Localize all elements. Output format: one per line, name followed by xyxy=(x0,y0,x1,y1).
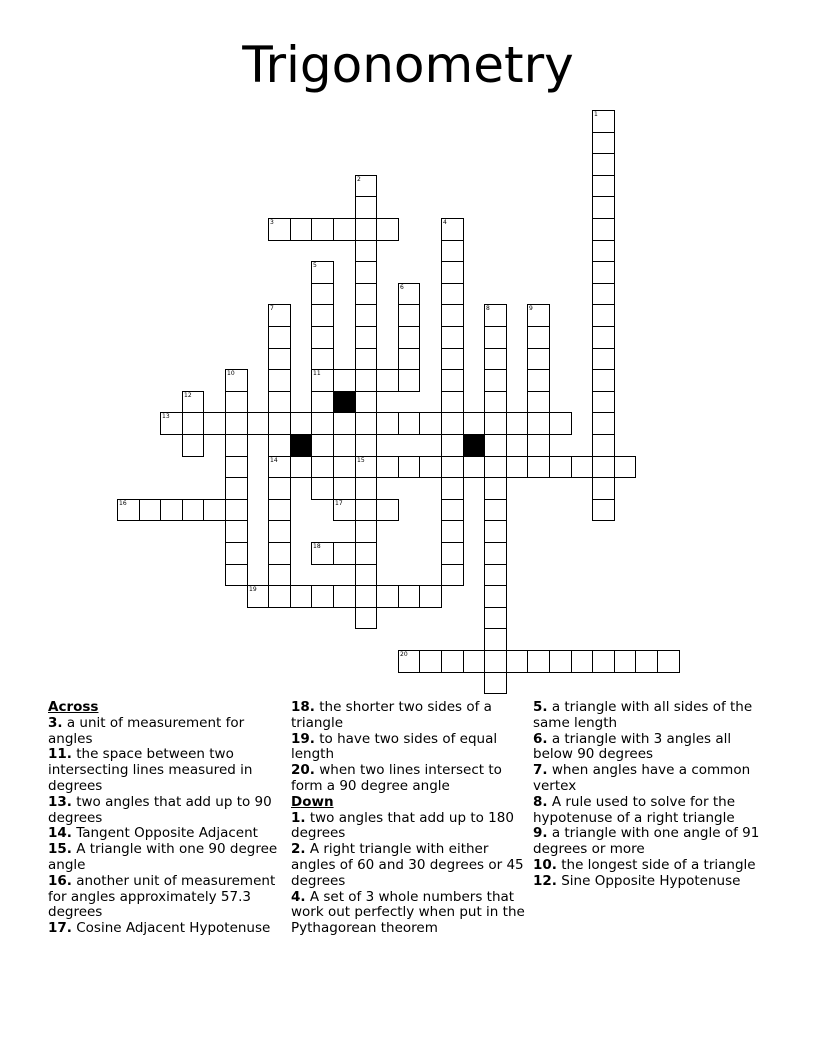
grid-cell[interactable] xyxy=(355,369,377,392)
grid-cell[interactable] xyxy=(225,391,248,413)
clue-text: Cosine Adjacent Hypotenuse xyxy=(76,920,271,937)
clue-text: a unit of measurement for angles xyxy=(48,714,245,747)
clue-item xyxy=(533,732,763,764)
grid-cell[interactable] xyxy=(268,412,291,435)
clue-item xyxy=(48,921,280,937)
grid-cell[interactable] xyxy=(355,391,377,413)
clue-text: two angles that add up to 90 degrees xyxy=(48,793,272,826)
grid-cell[interactable] xyxy=(592,499,615,521)
grid-cell[interactable] xyxy=(484,391,507,413)
grid-cell[interactable] xyxy=(355,283,377,305)
clue-number-label: 4 xyxy=(443,219,447,226)
clue-number-label: 16 xyxy=(119,500,127,507)
grid-cell[interactable] xyxy=(311,283,334,305)
grid-cell[interactable] xyxy=(290,456,312,478)
clue-text: when angles have a common vertex xyxy=(533,762,751,794)
grid-cell[interactable] xyxy=(506,456,528,478)
grid-cell[interactable] xyxy=(376,456,399,478)
grid-cell[interactable] xyxy=(484,628,507,651)
grid-cell[interactable] xyxy=(441,261,464,284)
grid-cell[interactable] xyxy=(484,326,507,349)
grid-cell[interactable] xyxy=(484,434,507,457)
grid-cell[interactable] xyxy=(441,304,464,327)
grid-cell[interactable] xyxy=(441,456,464,478)
grid-cell[interactable] xyxy=(506,650,528,673)
clue-number-label: 19 xyxy=(249,586,257,593)
grid-cell[interactable] xyxy=(311,434,334,457)
clue-item xyxy=(533,826,763,858)
grid-cell[interactable] xyxy=(355,218,377,241)
clue-item xyxy=(533,858,763,874)
grid-cell[interactable] xyxy=(549,456,572,478)
grid-cell[interactable] xyxy=(441,369,464,392)
grid-cell[interactable] xyxy=(592,348,615,370)
clue-number: 19. xyxy=(291,730,315,747)
clue-number-label: 7 xyxy=(270,305,274,312)
clue-number: 5. xyxy=(533,699,548,715)
grid-cell[interactable] xyxy=(268,391,291,413)
grid-cell[interactable] xyxy=(311,348,334,370)
grid-cell[interactable] xyxy=(311,477,334,500)
grid-cell[interactable] xyxy=(355,434,377,457)
grid-cell[interactable] xyxy=(376,499,399,521)
grid-cell[interactable] xyxy=(484,520,507,543)
clue-number: 8. xyxy=(533,793,548,810)
grid-cell[interactable] xyxy=(592,477,615,500)
clue-number-label: 13 xyxy=(162,413,170,420)
grid-cell[interactable] xyxy=(355,412,377,435)
grid-cell[interactable] xyxy=(355,326,377,349)
clue-number-label: 17 xyxy=(335,500,343,507)
across-heading: Across xyxy=(48,699,99,715)
clue-text: A triangle with one 90 degree angle xyxy=(48,841,278,873)
grid-cell[interactable] xyxy=(441,564,464,586)
clue-number: 2. xyxy=(291,841,306,858)
grid-cell[interactable] xyxy=(311,391,334,413)
grid-cell[interactable] xyxy=(635,650,658,673)
clues-column-1 xyxy=(48,700,280,937)
clue-number-label: 3 xyxy=(270,219,274,226)
grid-cell[interactable] xyxy=(484,412,507,435)
down-heading: Down xyxy=(291,793,334,810)
grid-cell[interactable] xyxy=(484,456,507,478)
grid-cell[interactable] xyxy=(376,412,399,435)
clue-text: A rule used to solve for the hypotenuse of a right triangle xyxy=(533,793,736,826)
clue-text: Tangent Opposite Adjacent xyxy=(76,825,258,842)
clue-item xyxy=(291,732,527,764)
clue-number: 17. xyxy=(48,920,72,937)
grid-cell[interactable] xyxy=(484,477,507,500)
grid-cell[interactable] xyxy=(311,326,334,349)
grid-cell[interactable] xyxy=(333,542,356,565)
grid-cell[interactable] xyxy=(398,348,420,370)
grid-cell[interactable] xyxy=(571,650,593,673)
grid-cell[interactable] xyxy=(268,585,291,608)
clue-number: 14. xyxy=(48,825,72,842)
clue-item xyxy=(533,874,763,890)
grid-cell[interactable] xyxy=(268,477,291,500)
grid-cell[interactable] xyxy=(355,607,377,629)
clue-item xyxy=(48,826,280,842)
clue-number: 9. xyxy=(533,825,548,842)
clue-number-label: 8 xyxy=(486,305,490,312)
grid-cell[interactable] xyxy=(419,650,442,673)
grid-cell[interactable] xyxy=(441,391,464,413)
clue-number-label: 15 xyxy=(357,457,365,464)
grid-cell[interactable] xyxy=(592,283,615,305)
grid-cell[interactable] xyxy=(225,434,248,457)
grid-cell[interactable] xyxy=(268,369,291,392)
grid-cell[interactable] xyxy=(441,542,464,565)
grid-cell[interactable] xyxy=(463,412,485,435)
clue-number: 1. xyxy=(291,809,306,826)
clues-column-2 xyxy=(291,700,527,937)
grid-cell[interactable] xyxy=(311,304,334,327)
clue-item xyxy=(48,842,280,874)
grid-cell[interactable] xyxy=(441,477,464,500)
grid-cell[interactable] xyxy=(484,499,507,521)
grid-cell[interactable] xyxy=(484,585,507,608)
grid-cell[interactable] xyxy=(355,348,377,370)
clue-number: 6. xyxy=(533,730,548,747)
grid-cell[interactable] xyxy=(268,434,291,457)
grid-cell[interactable] xyxy=(398,412,420,435)
clue-number: 15. xyxy=(48,841,72,858)
grid-cell[interactable] xyxy=(614,650,636,673)
grid-cell[interactable] xyxy=(398,369,420,392)
clue-item xyxy=(533,763,763,795)
grid-cell[interactable] xyxy=(441,520,464,543)
grid-cell[interactable] xyxy=(484,607,507,629)
grid-cell[interactable] xyxy=(527,369,550,392)
grid-cell[interactable] xyxy=(592,369,615,392)
grid-cell[interactable] xyxy=(592,434,615,457)
grid-cell[interactable] xyxy=(290,412,312,435)
clue-text: to have two sides of equal length xyxy=(291,730,498,763)
clue-item xyxy=(48,795,280,827)
grid-cell[interactable] xyxy=(484,564,507,586)
grid-cell[interactable] xyxy=(333,456,356,478)
clue-item xyxy=(48,747,280,794)
grid-cell[interactable] xyxy=(268,542,291,565)
grid-cell[interactable] xyxy=(527,326,550,349)
clue-item xyxy=(533,700,763,732)
grid-cell[interactable] xyxy=(398,585,420,608)
grid-cell[interactable] xyxy=(527,434,550,457)
grid-cell[interactable] xyxy=(441,348,464,370)
grid-cell[interactable] xyxy=(139,499,161,521)
clue-text: the longest side of a triangle xyxy=(561,856,756,873)
grid-cell[interactable] xyxy=(419,456,442,478)
grid-cell[interactable] xyxy=(225,477,248,500)
grid-cell[interactable] xyxy=(398,304,420,327)
puzzle-title: Trigonometry xyxy=(242,36,574,94)
grid-cell[interactable] xyxy=(527,348,550,370)
grid-cell[interactable] xyxy=(182,412,204,435)
clue-text: Sine Opposite Hypotenuse xyxy=(561,872,741,889)
grid-cell[interactable] xyxy=(549,650,572,673)
grid-cell[interactable] xyxy=(333,412,356,435)
grid-cell[interactable] xyxy=(225,542,248,565)
grid-cell[interactable] xyxy=(268,326,291,349)
grid-cell[interactable] xyxy=(182,499,204,521)
grid-cell[interactable] xyxy=(247,412,269,435)
grid-cell[interactable] xyxy=(592,196,615,219)
clue-number: 3. xyxy=(48,714,63,731)
grid-cell[interactable] xyxy=(268,564,291,586)
clue-item xyxy=(291,811,527,843)
grid-cell[interactable] xyxy=(592,175,615,197)
clue-number: 13. xyxy=(48,793,72,810)
grid-cell[interactable] xyxy=(355,261,377,284)
grid-cell[interactable] xyxy=(355,520,377,543)
clue-text: the space between two intersecting lines measured in degrees xyxy=(48,746,253,794)
clue-number: 20. xyxy=(291,762,315,779)
grid-cell[interactable] xyxy=(355,477,377,500)
grid-cell[interactable] xyxy=(333,585,356,608)
clue-number: 12. xyxy=(533,872,557,889)
clue-number-label: 12 xyxy=(184,392,192,399)
clue-number-label: 11 xyxy=(313,370,321,377)
clue-number-label: 6 xyxy=(400,284,404,291)
clue-number-label: 10 xyxy=(227,370,235,377)
grid-cell[interactable] xyxy=(290,218,312,241)
grid-cell[interactable] xyxy=(463,650,485,673)
clue-number: 7. xyxy=(533,762,548,779)
grid-cell[interactable] xyxy=(311,412,334,435)
grid-cell[interactable] xyxy=(463,456,485,478)
grid-cell[interactable] xyxy=(311,456,334,478)
grid-cell[interactable] xyxy=(398,456,420,478)
grid-cell[interactable] xyxy=(355,304,377,327)
clue-item xyxy=(291,700,527,732)
clue-text: A set of 3 whole numbers that work out perfectly when put in the Pythagorean theorem xyxy=(291,888,525,937)
clue-item xyxy=(291,890,527,937)
grid-cell[interactable] xyxy=(376,585,399,608)
clue-text: A right triangle with either angles of 60 and 30 degrees or 45 degrees xyxy=(291,841,524,889)
clue-text: the shorter two sides of a triangle xyxy=(291,699,492,731)
grid-cell[interactable] xyxy=(484,348,507,370)
grid-cell[interactable] xyxy=(225,412,248,435)
grid-cell[interactable] xyxy=(484,672,507,694)
grid-cell[interactable] xyxy=(355,542,377,565)
clue-item xyxy=(291,842,527,889)
grid-cell[interactable] xyxy=(268,499,291,521)
grid-cell[interactable] xyxy=(527,650,550,673)
grid-cell[interactable] xyxy=(225,564,248,586)
black-cell xyxy=(290,434,312,457)
clue-number-label: 9 xyxy=(529,305,533,312)
grid-cell[interactable] xyxy=(290,585,312,608)
clue-number-label: 1 xyxy=(594,111,598,118)
grid-cell[interactable] xyxy=(225,499,248,521)
grid-cell[interactable] xyxy=(484,542,507,565)
clue-text: a triangle with 3 angles all below 90 degrees xyxy=(533,730,732,763)
grid-cell[interactable] xyxy=(441,240,464,262)
clue-text: a triangle with all sides of the same length xyxy=(533,699,753,731)
clue-number: 18. xyxy=(291,699,315,715)
grid-cell[interactable] xyxy=(527,391,550,413)
grid-cell[interactable] xyxy=(592,153,615,176)
clue-number: 16. xyxy=(48,872,72,889)
grid-cell[interactable] xyxy=(225,520,248,543)
grid-cell[interactable] xyxy=(592,456,615,478)
grid-cell[interactable] xyxy=(592,261,615,284)
grid-cell[interactable] xyxy=(225,456,248,478)
clue-text: another unit of measurement for angles approximately 57.3 degrees xyxy=(48,872,276,921)
black-cell xyxy=(463,434,485,457)
grid-cell[interactable] xyxy=(506,412,528,435)
grid-cell[interactable] xyxy=(527,412,550,435)
grid-cell[interactable] xyxy=(592,326,615,349)
grid-cell[interactable] xyxy=(592,218,615,241)
grid-cell[interactable] xyxy=(398,326,420,349)
clue-text: a triangle with one angle of 91 degrees or more xyxy=(533,825,760,858)
clue-number-label: 5 xyxy=(313,262,317,269)
grid-cell[interactable] xyxy=(614,456,636,478)
black-cell xyxy=(333,391,356,413)
grid-cell[interactable] xyxy=(333,218,356,241)
grid-cell[interactable] xyxy=(592,132,615,154)
grid-cell[interactable] xyxy=(376,218,399,241)
grid-cell[interactable] xyxy=(484,650,507,673)
clue-item xyxy=(291,763,527,795)
grid-cell[interactable] xyxy=(355,499,377,521)
clue-text: two angles that add up to 180 degrees xyxy=(291,809,514,842)
clue-number-label: 20 xyxy=(400,651,408,658)
grid-cell[interactable] xyxy=(441,412,464,435)
clue-number: 10. xyxy=(533,856,557,873)
grid-cell[interactable] xyxy=(592,412,615,435)
grid-cell[interactable] xyxy=(160,499,183,521)
grid-cell[interactable] xyxy=(333,369,356,392)
grid-cell[interactable] xyxy=(182,434,204,457)
grid-cell[interactable] xyxy=(592,240,615,262)
grid-cell[interactable] xyxy=(355,585,377,608)
clue-number-label: 14 xyxy=(270,457,278,464)
grid-cell[interactable] xyxy=(484,369,507,392)
clue-number-label: 2 xyxy=(357,176,361,183)
grid-cell[interactable] xyxy=(592,304,615,327)
grid-cell[interactable] xyxy=(657,650,680,673)
grid-cell[interactable] xyxy=(441,499,464,521)
grid-cell[interactable] xyxy=(268,348,291,370)
grid-cell[interactable] xyxy=(268,520,291,543)
clue-item xyxy=(48,874,280,921)
grid-cell[interactable] xyxy=(355,240,377,262)
clue-number: 11. xyxy=(48,746,72,763)
grid-cell[interactable] xyxy=(549,412,572,435)
grid-cell[interactable] xyxy=(527,456,550,478)
grid-cell[interactable] xyxy=(311,218,334,241)
grid-cell[interactable] xyxy=(355,196,377,219)
clue-item xyxy=(48,716,280,748)
clues-column-3 xyxy=(533,700,763,890)
grid-cell[interactable] xyxy=(419,585,442,608)
grid-cell[interactable] xyxy=(592,650,615,673)
grid-cell[interactable] xyxy=(571,456,593,478)
grid-cell[interactable] xyxy=(441,650,464,673)
grid-cell[interactable] xyxy=(441,434,464,457)
grid-cell[interactable] xyxy=(355,564,377,586)
grid-cell[interactable] xyxy=(203,412,226,435)
grid-cell[interactable] xyxy=(419,412,442,435)
clue-item xyxy=(533,795,763,827)
grid-cell[interactable] xyxy=(311,585,334,608)
clue-number-label: 18 xyxy=(313,543,321,550)
grid-cell[interactable] xyxy=(203,499,226,521)
clue-text: when two lines intersect to form a 90 degree angle xyxy=(291,762,502,794)
grid-cell[interactable] xyxy=(441,283,464,305)
clue-number: 4. xyxy=(291,888,306,905)
grid-cell[interactable] xyxy=(592,391,615,413)
grid-cell[interactable] xyxy=(376,369,399,392)
grid-cell[interactable] xyxy=(441,326,464,349)
